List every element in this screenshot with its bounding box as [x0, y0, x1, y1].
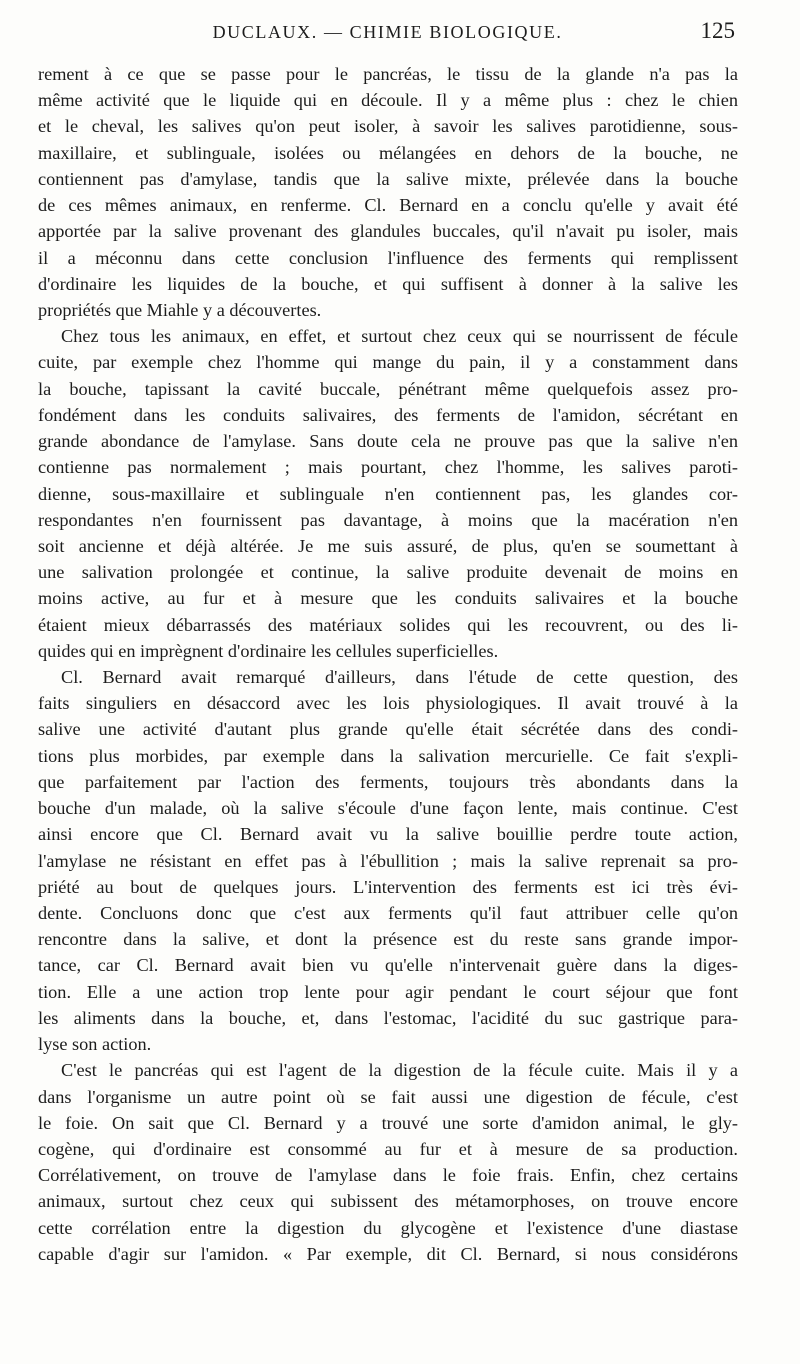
text-line: salive une activité d'autant plus grande qu'elle était sécrétée dans des condi- [38, 719, 738, 740]
text-line: rement à ce que se passe pour le pancréas, le tissu de la glande n'a pas la [38, 64, 738, 84]
text-line: propriétés que Miahle y a découvertes. [38, 299, 322, 320]
text-line: dienne, sous-maxillaire et sublinguale n'en contiennent pas, les glandes cor- [38, 483, 738, 504]
text-line: dente. Concluons donc que c'est aux ferments qu'il faut attribuer celle qu'on [38, 903, 738, 923]
text-line: ainsi encore que Cl. Bernard avait vu la salive bouillie perdre toute action, [38, 824, 738, 845]
text-line: les aliments dans la bouche, et, dans l'estomac, l'acidité du suc gastrique para- [38, 1007, 738, 1028]
text-line: soit ancienne et déjà altérée. Je me suis assuré, de plus, qu'en se soumettant à [38, 535, 738, 556]
text-line: il a méconnu dans cette conclusion l'influence des ferments qui remplissent [38, 247, 738, 268]
text-line: contienne pas normalement ; mais pourtant, chez l'homme, les salives paroti- [38, 457, 738, 478]
text-line: le foie. On sait que Cl. Bernard y a trouvé une sorte d'amidon animal, le gly- [38, 1112, 738, 1133]
paragraph [38, 323, 738, 664]
text-line: tion. Elle a une action trop lente pour agir pendant le court séjour que font [38, 981, 738, 1002]
text-line: Cl. Bernard avait remarqué d'ailleurs, dans l'étude de cette question, des [61, 667, 738, 688]
text-line: apportée par la salive provenant des glandules buccales, qu'il n'avait pu isoler, mais [38, 221, 738, 242]
paragraph [38, 664, 738, 1057]
text-line: moins active, au fur et à mesure que les conduits salivaires et la bouche [38, 588, 738, 609]
text-line: même activité que le liquide qui en découle. Il y a même plus : chez le chien [38, 90, 738, 111]
text-line: de ces mêmes animaux, en renferme. Cl. Bernard en a conclu qu'elle y avait été [38, 195, 738, 216]
paragraph [38, 61, 738, 323]
paragraph [38, 1057, 738, 1267]
text-line: animaux, surtout chez ceux qui subissent des métamorphoses, on trouve encore [38, 1191, 738, 1212]
text-line: fondément dans les conduits salivaires, des ferments de l'amidon, sécrétant en [38, 404, 738, 425]
text-line: d'ordinaire les liquides de la bouche, et qui suffisent à donner à la salive les [38, 273, 738, 294]
text-line: cogène, qui d'ordinaire est consommé au fur et à mesure de sa production. [38, 1138, 738, 1159]
text-line: l'amylase ne résistant en effet pas à l'ébullition ; mais la salive reprenait sa pro- [38, 850, 738, 871]
text-line: une salivation prolongée et continue, la salive produite devenait de moins en [38, 562, 738, 583]
text-line: priété au bout de quelques jours. L'intervention des ferments est ici très évi- [38, 876, 738, 897]
text-line: la bouche, tapissant la cavité buccale, pénétrant même quelquefois assez pro- [38, 378, 738, 399]
text-line: cuite, par exemple chez l'homme qui mange du pain, il y a constamment dans [38, 352, 738, 373]
text-line: grande abondance de l'amylase. Sans doute cela ne prouve pas que la salive n'en [38, 431, 738, 452]
text-line: bouche d'un malade, où la salive s'écoule d'une façon lente, mais continue. C'est [38, 798, 738, 819]
text-line: tance, car Cl. Bernard avait bien vu qu'elle n'intervenait guère dans la diges- [38, 955, 738, 976]
text-line: respondantes n'en fournissent pas davantage, à moins que la macération n'en [38, 509, 738, 530]
body-text [38, 61, 738, 1267]
text-line: quides qui en imprègnent d'ordinaire les cellules superficielles. [38, 640, 499, 661]
text-line: Chez tous les animaux, en effet, et surtout chez ceux qui se nourrissent de fécule [61, 326, 738, 347]
text-line: cette corrélation entre la digestion du glycogène et l'existence d'une diastase [38, 1217, 738, 1238]
text-line: que parfaitement par l'action des ferments, toujours très abondants dans la [38, 771, 738, 792]
text-line: capable d'agir sur l'amidon. « Par exemple, dit Cl. Bernard, si nous considérons [38, 1243, 738, 1264]
text-line: faits singuliers en désaccord avec les lois physiologiques. Il avait trouvé à la [38, 693, 738, 714]
text-line: et le cheval, les salives qu'on peut isoler, à savoir les salives parotidienne, sous- [38, 116, 738, 137]
running-title: DUCLAUX. — CHIMIE BIOLOGIQUE. [212, 22, 563, 42]
text-line: Corrélativement, on trouve de l'amylase dans le foie frais. Enfin, chez certains [38, 1165, 738, 1186]
text-line: dans l'organisme un autre point où se fait aussi une digestion de fécule, c'est [38, 1086, 738, 1107]
text-line: contiennent pas d'amylase, tandis que la salive mixte, prélevée dans la bouche [38, 168, 738, 189]
text-line: tions plus morbides, par exemple dans la salivation mercurielle. Ce fait s'expli- [38, 745, 738, 766]
running-header [40, 18, 735, 48]
text-line: étaient mieux débarrassés des matériaux solides qui les recouvrent, ou des li- [38, 614, 738, 635]
text-line: maxillaire, et sublinguale, isolées ou mélangées en dehors de la bouche, ne [38, 142, 738, 163]
page-number: 125 [700, 18, 735, 43]
text-line: rencontre dans la salive, et dont la présence est du reste sans grande impor- [38, 929, 738, 950]
text-line: lyse son action. [38, 1034, 152, 1055]
text-line: C'est le pancréas qui est l'agent de la digestion de la fécule cuite. Mais il y a [61, 1060, 738, 1081]
